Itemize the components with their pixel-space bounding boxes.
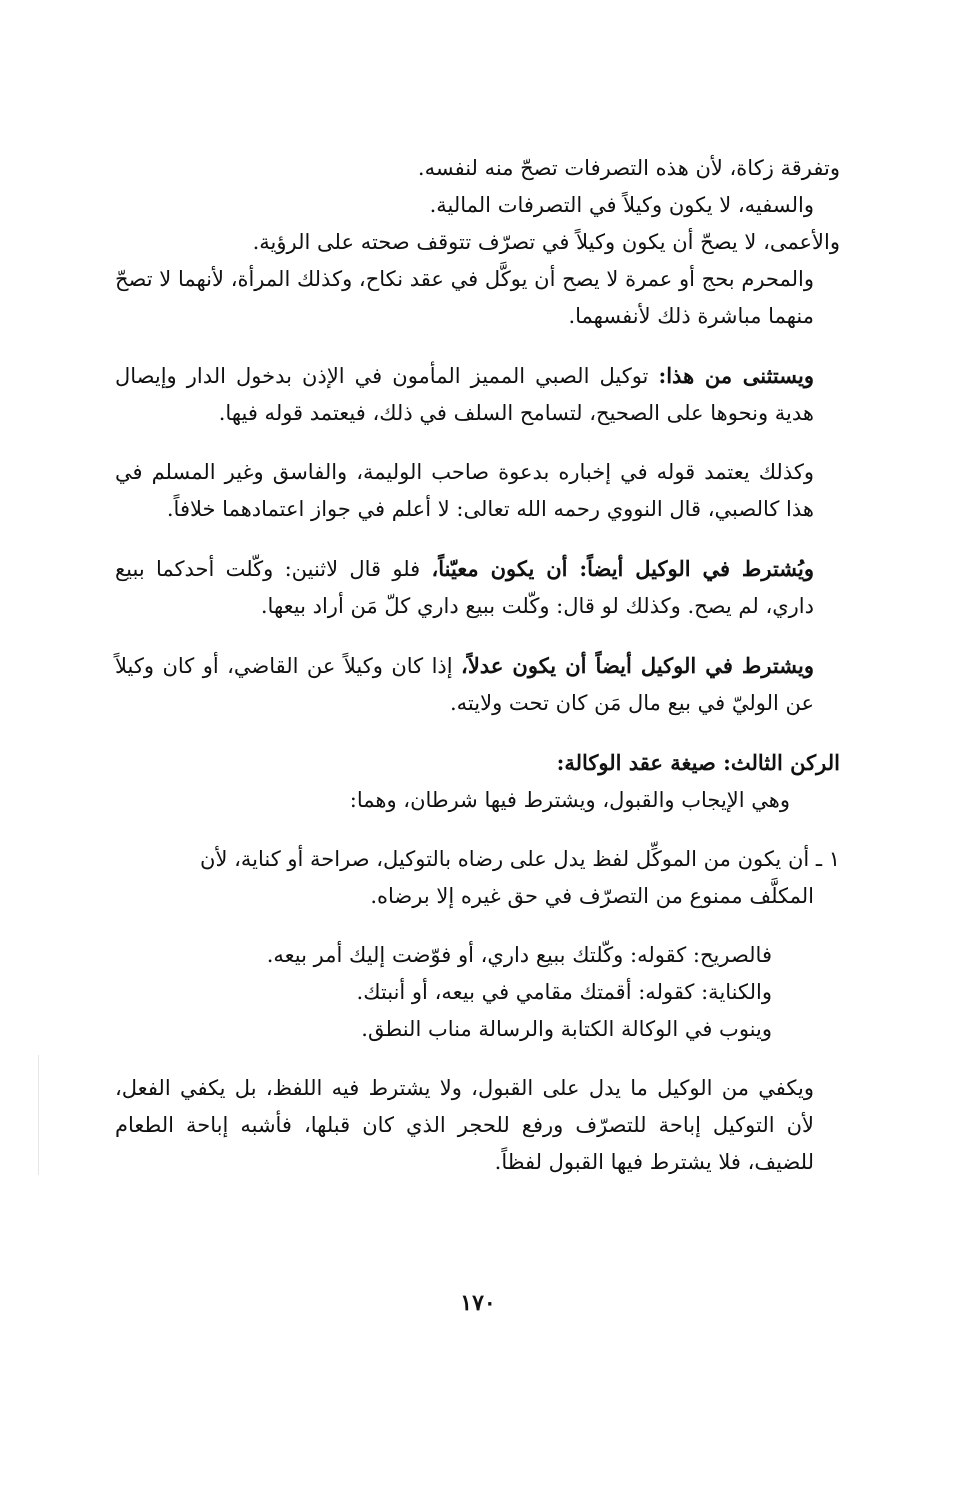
section-heading-text: الركن الثالث: صيغة عقد الوكالة: — [556, 750, 840, 775]
paragraph-text: إذا كان وكيلاً عن القاضي، أو كان وكيلاً عن الوليّ في بيع مال مَن كان تحت ولايته. — [115, 654, 814, 715]
paragraph: ويكفي من الوكيل ما يدل على القبول، ولا يشترط فيه اللفظ، بل يكفي الفعل، لأن التوكيل إباحة للتصرّف ورفع للحجر الذي كان قبلها، فأشبه إباحة الطعام للضيف، فلا يشترط فيها القبول لفظاً. — [115, 1076, 814, 1174]
paragraph: والأعمى، لا يصحّ أن يكون وكيلاً في تصرّف تتوقف صحته على الرؤية. — [252, 230, 840, 254]
paragraph-text: فلو قال لاثنين: وكّلت أحدكما ببيع داري، لم يصح. وكذلك لو قال: وكّلت ببيع داري كلّ مَن أراد بيعها. — [115, 557, 814, 618]
section-heading — [115, 744, 840, 782]
bold-lead: ويستثنى من هذا: — [658, 363, 814, 388]
paragraph — [115, 647, 814, 722]
numbered-item-line: ١ ـ أن يكون من الموكِّل لفظ يدل على رضاه بالتوكيل، صراحة أو كناية، لأن — [200, 847, 840, 871]
bold-lead: ويُشترط في الوكيل أيضاً: أن يكون معيّناً، — [431, 556, 814, 581]
paragraph — [115, 550, 814, 625]
paragraph: والسفيه، لا يكون وكيلاً في التصرفات المالية. — [429, 193, 814, 217]
margin-rule — [38, 1055, 39, 1175]
page-number: ١٧٠ — [460, 1290, 496, 1316]
paragraph: وينوب في الوكالة الكتابة والرسالة مناب النطق. — [361, 1017, 772, 1041]
paragraph — [115, 357, 814, 432]
paragraph: والمحرم بحج أو عمرة لا يصح أن يوكَّل في عقد نكاح، وكذلك المرأة، لأنهما لا تصحّ منهما مباشرة ذلك لأنفسهما. — [115, 267, 814, 328]
numbered-item-line: المكلَّف ممنوع من التصرّف في حق غيره إلا برضاه. — [370, 884, 814, 908]
paragraph: وتفرقة زكاة، لأن هذه التصرفات تصحّ منه لنفسه. — [417, 156, 840, 180]
paragraph-text: توكيل الصبي المميز المأمون في الإذن بدخول الدار وإيصال هدية ونحوها على الصحيح، لتسامح السلف في ذلك، فيعتمد قوله فيها. — [115, 364, 814, 425]
numbered-item — [115, 841, 840, 915]
paragraph: وكذلك يعتمد قوله في إخباره بدعوة صاحب الوليمة، والفاسق وغير المسلم في هذا كالصبي، قال النووي رحمه الله تعالى: لا أعلم في جواز اعتمادهما خلافاً. — [115, 460, 814, 521]
page-body — [115, 150, 840, 1181]
bold-lead: ويشترط في الوكيل أيضاً أن يكون عدلاً، — [461, 653, 814, 678]
paragraph: وهي الإيجاب والقبول، ويشترط فيها شرطان، وهما: — [349, 788, 790, 812]
paragraph: والكناية: كقوله: أقمتك مقامي في بيعه، أو أنبتك. — [356, 980, 772, 1004]
paragraph: فالصريح: كقوله: وكّلتك ببيع داري، أو فوّضت إليك أمر بيعه. — [266, 943, 772, 967]
